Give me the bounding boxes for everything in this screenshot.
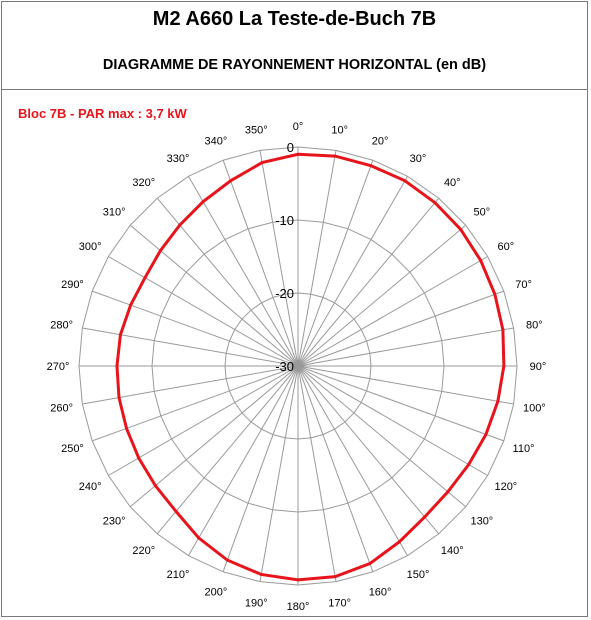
series-line — [117, 154, 504, 580]
radial-tick-label: 0 — [286, 140, 294, 155]
data-point — [154, 484, 157, 487]
data-point — [434, 201, 437, 204]
angle-tick-label: 310° — [102, 206, 126, 219]
chart-title: M2 A660 La Teste-de-Buch 7B — [152, 8, 437, 30]
data-point — [119, 333, 122, 336]
data-point — [368, 562, 371, 565]
angle-tick-label: 170° — [328, 597, 352, 610]
data-point — [496, 400, 499, 403]
radial-tick-label: -10 — [275, 213, 294, 228]
angle-tick-label: 0° — [292, 121, 304, 133]
angle-tick-label: 270° — [46, 361, 70, 373]
data-point — [459, 228, 462, 231]
angle-tick-label: 140° — [440, 544, 464, 557]
data-point — [369, 164, 372, 167]
angle-tick-label: 80° — [526, 319, 543, 332]
data-point — [197, 536, 200, 539]
data-point — [260, 573, 263, 576]
angle-tick-label: 60° — [497, 241, 515, 253]
chart-header — [2, 2, 587, 90]
angle-tick-label: 100° — [522, 402, 546, 415]
angle-tick-label: 130° — [470, 515, 494, 528]
data-point — [178, 224, 181, 227]
angle-tick-label: 220° — [132, 544, 156, 557]
data-point — [334, 155, 337, 158]
angle-tick-label: 160° — [368, 586, 392, 599]
data-point — [117, 396, 120, 399]
series-label: Bloc 7B - PAR max : 3,7 kW — [18, 106, 187, 121]
angle-tick-label: 330° — [166, 153, 190, 166]
data-point — [144, 276, 147, 279]
data-point — [175, 510, 178, 513]
data-point — [125, 427, 128, 430]
angle-tick-label: 50° — [473, 206, 491, 219]
angle-tick-label: 350° — [244, 124, 268, 137]
angle-tick-label: 150° — [406, 568, 430, 581]
chart-subtitle: DIAGRAMME DE RAYONNEMENT HORIZONTAL (en dB) — [102, 57, 487, 73]
data-point — [403, 179, 406, 182]
data-point — [334, 575, 337, 578]
data-point — [398, 540, 401, 543]
angle-tick-label: 210° — [166, 568, 190, 581]
chart-frame — [1, 1, 588, 617]
data-point — [115, 365, 118, 368]
angle-tick-label: 190° — [244, 597, 268, 610]
angle-tick-label: 20° — [371, 135, 389, 148]
angle-tick-label: 290° — [61, 278, 84, 291]
radial-tick-label: -30 — [275, 359, 294, 374]
angle-tick-label: 110° — [512, 443, 535, 456]
data-point — [446, 490, 449, 493]
angle-tick-label: 230° — [102, 515, 126, 528]
angle-tick-label: 10° — [331, 124, 349, 137]
angle-tick-label: 30° — [409, 153, 427, 166]
data-point — [493, 293, 496, 296]
angle-tick-label: 250° — [61, 443, 84, 456]
data-point — [297, 578, 300, 581]
data-point — [129, 304, 132, 307]
angle-tick-label: 340° — [204, 135, 228, 148]
angle-tick-label: 240° — [78, 481, 102, 493]
angle-tick-label: 70° — [515, 278, 532, 291]
polar-chart — [2, 90, 589, 618]
angle-tick-label: 40° — [443, 177, 461, 190]
angle-tick-label: 180° — [286, 601, 310, 613]
data-point — [202, 200, 205, 203]
angle-tick-label: 280° — [50, 319, 74, 332]
radial-tick-label: -20 — [275, 286, 294, 301]
angle-tick-label: 200° — [204, 586, 228, 599]
data-point — [229, 179, 232, 182]
data-point — [479, 259, 482, 262]
data-point — [484, 433, 487, 436]
data-point — [501, 328, 504, 331]
data-point — [226, 559, 229, 562]
data-point — [159, 249, 162, 252]
angle-tick-label: 300° — [78, 241, 102, 253]
angle-tick-label: 90° — [529, 361, 547, 373]
plot-area — [2, 90, 589, 618]
angle-tick-label: 320° — [132, 177, 156, 190]
data-point — [423, 515, 426, 518]
data-point — [297, 153, 300, 156]
data-point — [502, 365, 505, 368]
angle-tick-label: 120° — [494, 481, 518, 493]
data-point — [261, 161, 264, 164]
data-point — [467, 463, 470, 466]
angle-tick-label: 260° — [50, 402, 74, 415]
data-point — [137, 456, 140, 459]
